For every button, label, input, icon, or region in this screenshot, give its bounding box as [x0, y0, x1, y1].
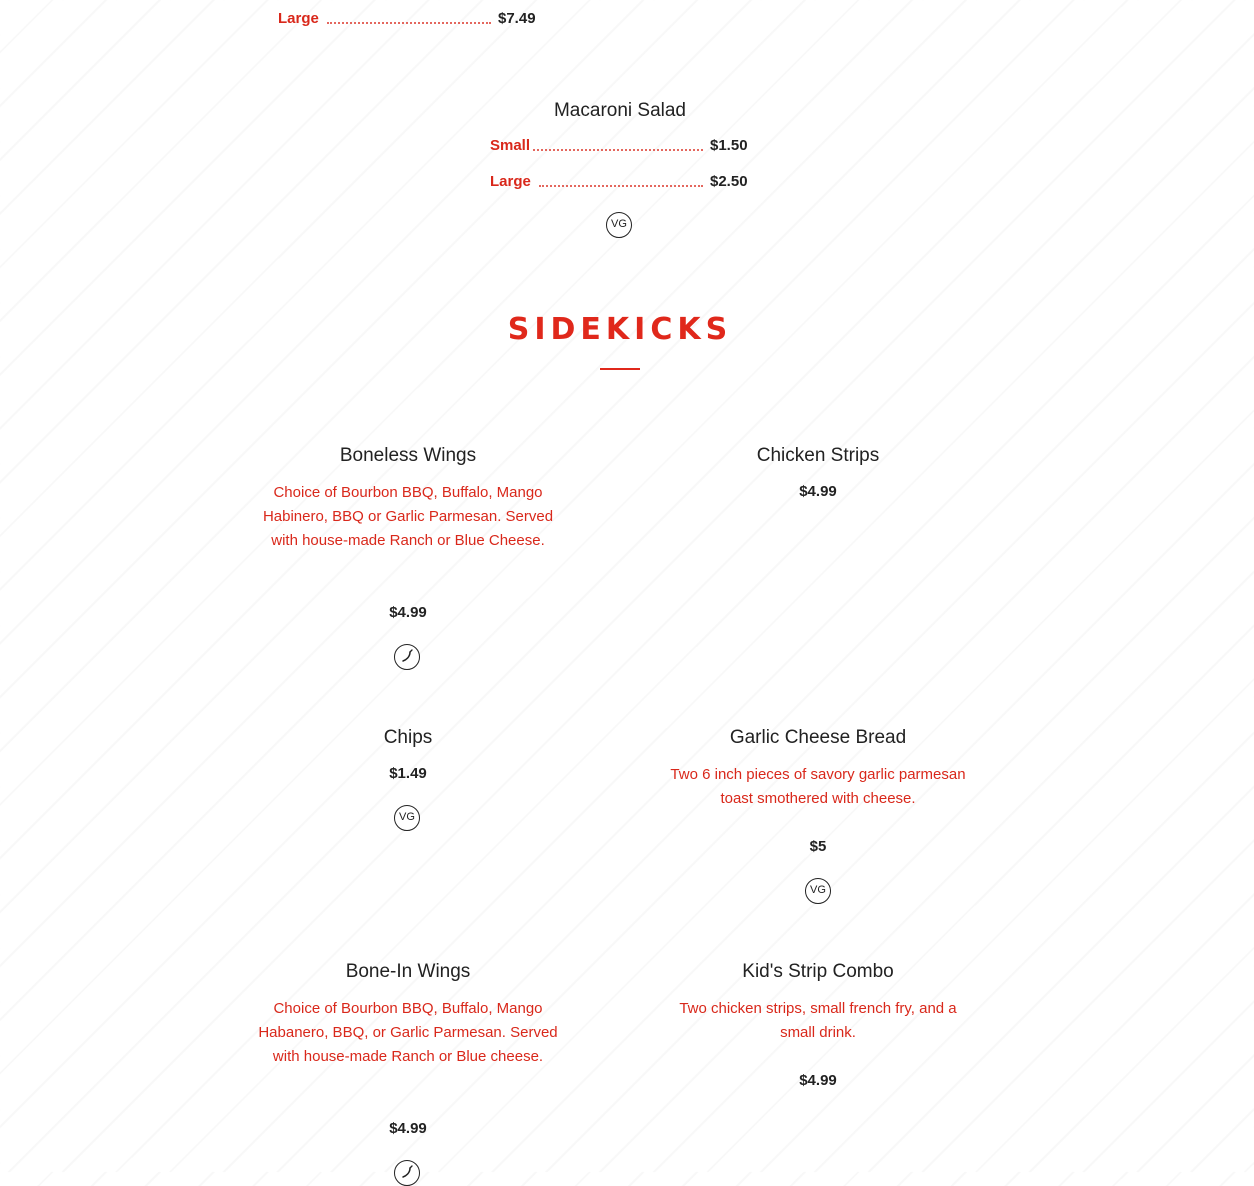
- item-price: $1.49: [389, 765, 427, 782]
- pepper-icon: [394, 644, 420, 670]
- item-description: Choice of Bourbon BBQ, Buffalo, Mango Habinero, BBQ or Garlic Parmesan. Served with house-made Ranch or Blue Cheese.: [262, 484, 554, 549]
- dot-leader: [533, 149, 703, 151]
- dot-leader: [539, 185, 703, 187]
- section-divider: [600, 368, 640, 370]
- item-price: $4.99: [799, 1072, 837, 1089]
- item-price: $4.99: [799, 483, 837, 500]
- pepper-icon: [394, 1160, 420, 1186]
- vegetarian-badge: VG: [606, 212, 632, 238]
- section-title: SIDEKICKS: [507, 312, 733, 347]
- item-title: Chips: [383, 727, 433, 748]
- vegetarian-badge: VG: [805, 878, 831, 904]
- dot-leader: [327, 22, 491, 24]
- item-description: Choice of Bourbon BBQ, Buffalo, Mango Habanero, BBQ, or Garlic Parmesan. Served with house-made Ranch or Blue cheese.: [258, 1000, 558, 1065]
- item-description: Two chicken strips, small french fry, and a small drink.: [679, 1000, 957, 1041]
- item-title: Macaroni Salad: [553, 100, 687, 121]
- size-price: $7.49: [498, 10, 536, 27]
- item-title: Bone-In Wings: [345, 961, 471, 982]
- vegetarian-badge: VG: [394, 805, 420, 831]
- item-price: $5: [809, 838, 827, 855]
- item-title: Boneless Wings: [339, 445, 477, 466]
- item-title: Chicken Strips: [756, 445, 880, 466]
- size-label-large: Large: [490, 173, 531, 190]
- item-price: $4.99: [389, 1120, 427, 1137]
- size-price-small: $1.50: [710, 137, 748, 154]
- size-label: Large: [278, 10, 319, 27]
- item-title: Garlic Cheese Bread: [729, 727, 907, 748]
- item-title: Kid's Strip Combo: [742, 961, 894, 982]
- item-price: $4.99: [389, 604, 427, 621]
- item-description: Two 6 inch pieces of savory garlic parmesan toast smothered with cheese.: [670, 766, 966, 807]
- size-label-small: Small: [490, 137, 531, 154]
- size-price-large: $2.50: [710, 173, 748, 190]
